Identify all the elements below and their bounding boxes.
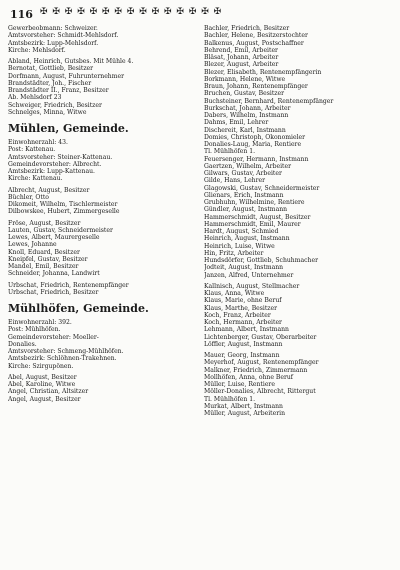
- directory-entry: Borkmann, Helene, Witwe: [204, 75, 286, 83]
- directory-entry: Bachler, Helene, Besitzerstochter: [204, 32, 308, 40]
- directory-entry: Löffler, August, Instmann: [204, 340, 283, 348]
- directory-entry: Möller-Donalies, Albrecht, Rittergut: [204, 388, 316, 396]
- directory-entry: Lauten, Gustav, Schneidermeister: [8, 226, 113, 234]
- directory-entry: Murkat, Albert, Instmann: [204, 402, 283, 410]
- directory-entry: Gemeindevorsteher: Albrecht.: [8, 160, 102, 168]
- directory-entry: Knoll, Eduard, Besitzer: [8, 248, 80, 256]
- directory-entry: Bernotat, Gottlieb, Besitzer: [8, 65, 94, 73]
- directory-entry: Janzen, Alfred, Unternehmer: [204, 271, 294, 279]
- directory-entry: Meyerhof, August, Rentenempfänger: [204, 359, 319, 367]
- directory-entry: Amtsvorsteher: Steiner-Kattenau.: [8, 153, 113, 161]
- directory-entry: Tl. Mühlhöfen 1.: [204, 148, 256, 156]
- directory-entry: Dikomeit, Wilhelm, Tischlermeister: [8, 201, 118, 208]
- directory-entry: Dischereit, Karl, Instmann: [204, 126, 286, 134]
- directory-entry: Blezer, August, Arbeiter: [204, 61, 279, 69]
- directory-entry: Bläsat, Johann, Arbeiter: [204, 54, 279, 61]
- directory-entry: Kirche: Szirgupönen.: [8, 362, 74, 370]
- directory-entry: Amtsvorsteher: Schmidt-Mehlsdorf.: [8, 32, 119, 40]
- directory-entry: Kneipfel, Gustav, Besitzer: [8, 255, 88, 263]
- directory-entry: Müller, Luise, Rentiere: [204, 381, 275, 388]
- directory-entry: Einwohnerzahl: 43.: [8, 139, 68, 146]
- directory-entry: Schnelges, Minna, Witwe: [8, 108, 87, 116]
- directory-entry: Tl. Mühlhöfen 1.: [204, 395, 256, 403]
- directory-entry: Lehmann, Albert, Instmann: [204, 326, 289, 334]
- directory-entry: Hammerschmidt, Emil, Maurer: [204, 220, 301, 228]
- directory-entry: Abland, Heinrich, Gutsbes. Mit Mühle 4.: [8, 58, 134, 65]
- directory-entry: Dorfmann, August, Fuhrunternehmer: [8, 72, 125, 80]
- section-heading: Mühlhöfen, Gemeinde.: [8, 302, 149, 315]
- directory-entry: Schweiger, Friedrich, Besitzer: [8, 101, 102, 109]
- directory-entry: Angel, Christian, Altsitzer: [8, 388, 89, 396]
- directory-entry: Einwohnerzahl: 392.: [8, 319, 72, 326]
- page-header: [8, 8, 392, 22]
- directory-entry: Braun, Johann, Rentenempfänger: [204, 83, 308, 90]
- directory-entry: Ab. Mehlsdorf 23: [8, 94, 62, 102]
- section-heading: Mühlen, Gemeinde.: [8, 122, 129, 135]
- directory-entry: Brandstädter, Joh., Fischer: [8, 79, 92, 87]
- directory-entry: Klaus, Marthe, Besitzer: [204, 304, 278, 312]
- directory-entry: Mandel, Emil, Besitzer: [8, 263, 79, 270]
- directory-entry: Urbschat, Friedrich, Besitzer: [8, 288, 99, 296]
- directory-entry: Abel, Karoline, Witwe: [8, 381, 76, 388]
- directory-entry: Kirche: Mehlsdorf.: [8, 46, 66, 54]
- directory-entry: Amtsbezirk: Schlöhnen-Trakehnen.: [8, 355, 117, 363]
- directory-entry: Urbschat, Friedrich, Rentenempfänger: [8, 281, 129, 289]
- directory-entry: Gemeindevorsteher: Moeller-: [8, 333, 99, 341]
- directory-entry: Klaus, Anna, Witwe: [204, 290, 265, 297]
- directory-entry: Glagowski, Gustav, Schneidermeister: [204, 184, 320, 192]
- directory-entry: Feuersenger, Hermann, Instmann: [204, 155, 309, 163]
- directory-entry: Müller, August, Arbeiterin: [204, 410, 285, 417]
- directory-entry: Amtsbezirk: Lupp-Kattenau.: [8, 168, 95, 175]
- directory-entry: Klaus, Marie, ohne Beruf: [204, 297, 282, 305]
- directory-entry: Gündler, August, Instmann: [204, 206, 288, 214]
- directory-entry: Angel, August, Besitzer: [8, 395, 81, 403]
- directory-entry: Dahms, Emil, Lehrer: [204, 119, 269, 127]
- directory-entry: Heinrich, Luise, Witwe: [204, 242, 275, 250]
- directory-entry: Gilde, Hans, Lehrer: [204, 177, 266, 185]
- directory-entry: Heinrich, August, Instmann: [204, 235, 290, 243]
- directory-entry: Koch, Hermann, Arbeiter: [204, 319, 282, 326]
- directory-entry: Brandstädter II., Franz, Besitzer: [8, 87, 109, 94]
- directory-entry: Amtsbezirk: Lupp-Mehlsdorf.: [8, 39, 99, 47]
- directory-entry: Hammerschmidt, August, Besitzer: [204, 213, 311, 221]
- directory-entry: Hundsdörfer, Gottlieb, Schuhmacher: [204, 257, 318, 264]
- directory-entry: Mauer, Georg, Instmann: [204, 352, 280, 359]
- directory-entry: Bachler, Friedrich, Besitzer: [204, 25, 290, 32]
- directory-entry: Fröse, August, Besitzer: [8, 219, 81, 227]
- directory-entry: Amtsvorsteher: Schmeng-Mühlhöfen.: [8, 348, 124, 355]
- directory-entry: Dilbowskee, Hubert, Zimmergeselle: [8, 208, 120, 216]
- directory-entry: Büchler, Otto: [8, 193, 49, 201]
- directory-entry: Donalies.: [8, 340, 37, 348]
- page-number: 116: [10, 8, 33, 21]
- directory-entry: Post: Kattenau.: [8, 146, 56, 154]
- directory-entry: Lewes, Albert, Maurergeselle: [8, 234, 100, 241]
- directory-entry: Gewerbeobmann: Schweizer.: [8, 25, 98, 32]
- directory-entry: Hin, Fritz, Arbeiter: [204, 249, 264, 257]
- header-ornament: ✠ ✠ ✠ ✠ ✠ ✠ ✠ ✠ ✠ ✠ ✠ ✠ ✠ ✠ ✠: [40, 7, 223, 17]
- directory-entry: Post: Mühlhöfen.: [8, 326, 61, 334]
- directory-entry: Schneider, Johanna, Landwirt: [8, 270, 100, 278]
- directory-entry: Kirche: Kattenau.: [8, 175, 63, 183]
- directory-entry: Glienars, Erich, Instmann: [204, 191, 284, 199]
- directory-entry: Lichtenberger, Gustav, Oberarbeiter: [204, 333, 317, 341]
- directory-entry: Mollhöfen, Anna, ohne Beruf: [204, 373, 294, 381]
- directory-entry: Burkschat, Johann, Arbeiter: [204, 104, 291, 112]
- directory-entry: Dabers, Wilhelm, Instmann: [204, 112, 289, 119]
- directory-entry: Gaertzen, Wilhelm, Arbeiter: [204, 162, 292, 170]
- directory-entry: Domies, Christoph, Ökonomieler: [204, 133, 306, 141]
- left-column: [8, 25, 196, 403]
- directory-entry: Buchsteiner, Bernhard, Rentenempfänger: [204, 97, 334, 105]
- directory-entry: Grubhuhn, Wilhelmine, Rentiere: [204, 199, 305, 206]
- spacer: [8, 116, 196, 120]
- right-column: [204, 25, 392, 417]
- spacer: [8, 296, 196, 300]
- directory-entry: Abel, August, Besitzer: [8, 373, 77, 381]
- directory-entry: Malkner, Friedrich, Zimmermann: [204, 366, 308, 374]
- directory-entry: Bruchen, Gustav, Besitzer: [204, 90, 284, 98]
- directory-entry: Koch, Franz, Arbeiter: [204, 311, 271, 319]
- directory-entry: Balkenus, August, Postschaffner: [204, 39, 304, 47]
- directory-entry: Jodteit, August, Instmann: [204, 264, 284, 272]
- directory-entry: Blezer, Elisabeth, Rentenempfängerin: [204, 68, 322, 76]
- directory-entry: Gilwars, Gustav, Arbeiter: [204, 170, 282, 177]
- directory-entry: Behrend, Emil, Arbeiter: [204, 46, 278, 54]
- directory-entry: Albrecht, August, Besitzer: [8, 186, 90, 194]
- directory-entry: Hardt, August, Schmied: [204, 228, 279, 235]
- directory-entry: Kallnisch, August, Stellmacher: [204, 282, 300, 290]
- directory-entry: Donalies-Laug, Maria, Rentiere: [204, 141, 302, 148]
- directory-entry: Lewes, Johanne: [8, 241, 57, 249]
